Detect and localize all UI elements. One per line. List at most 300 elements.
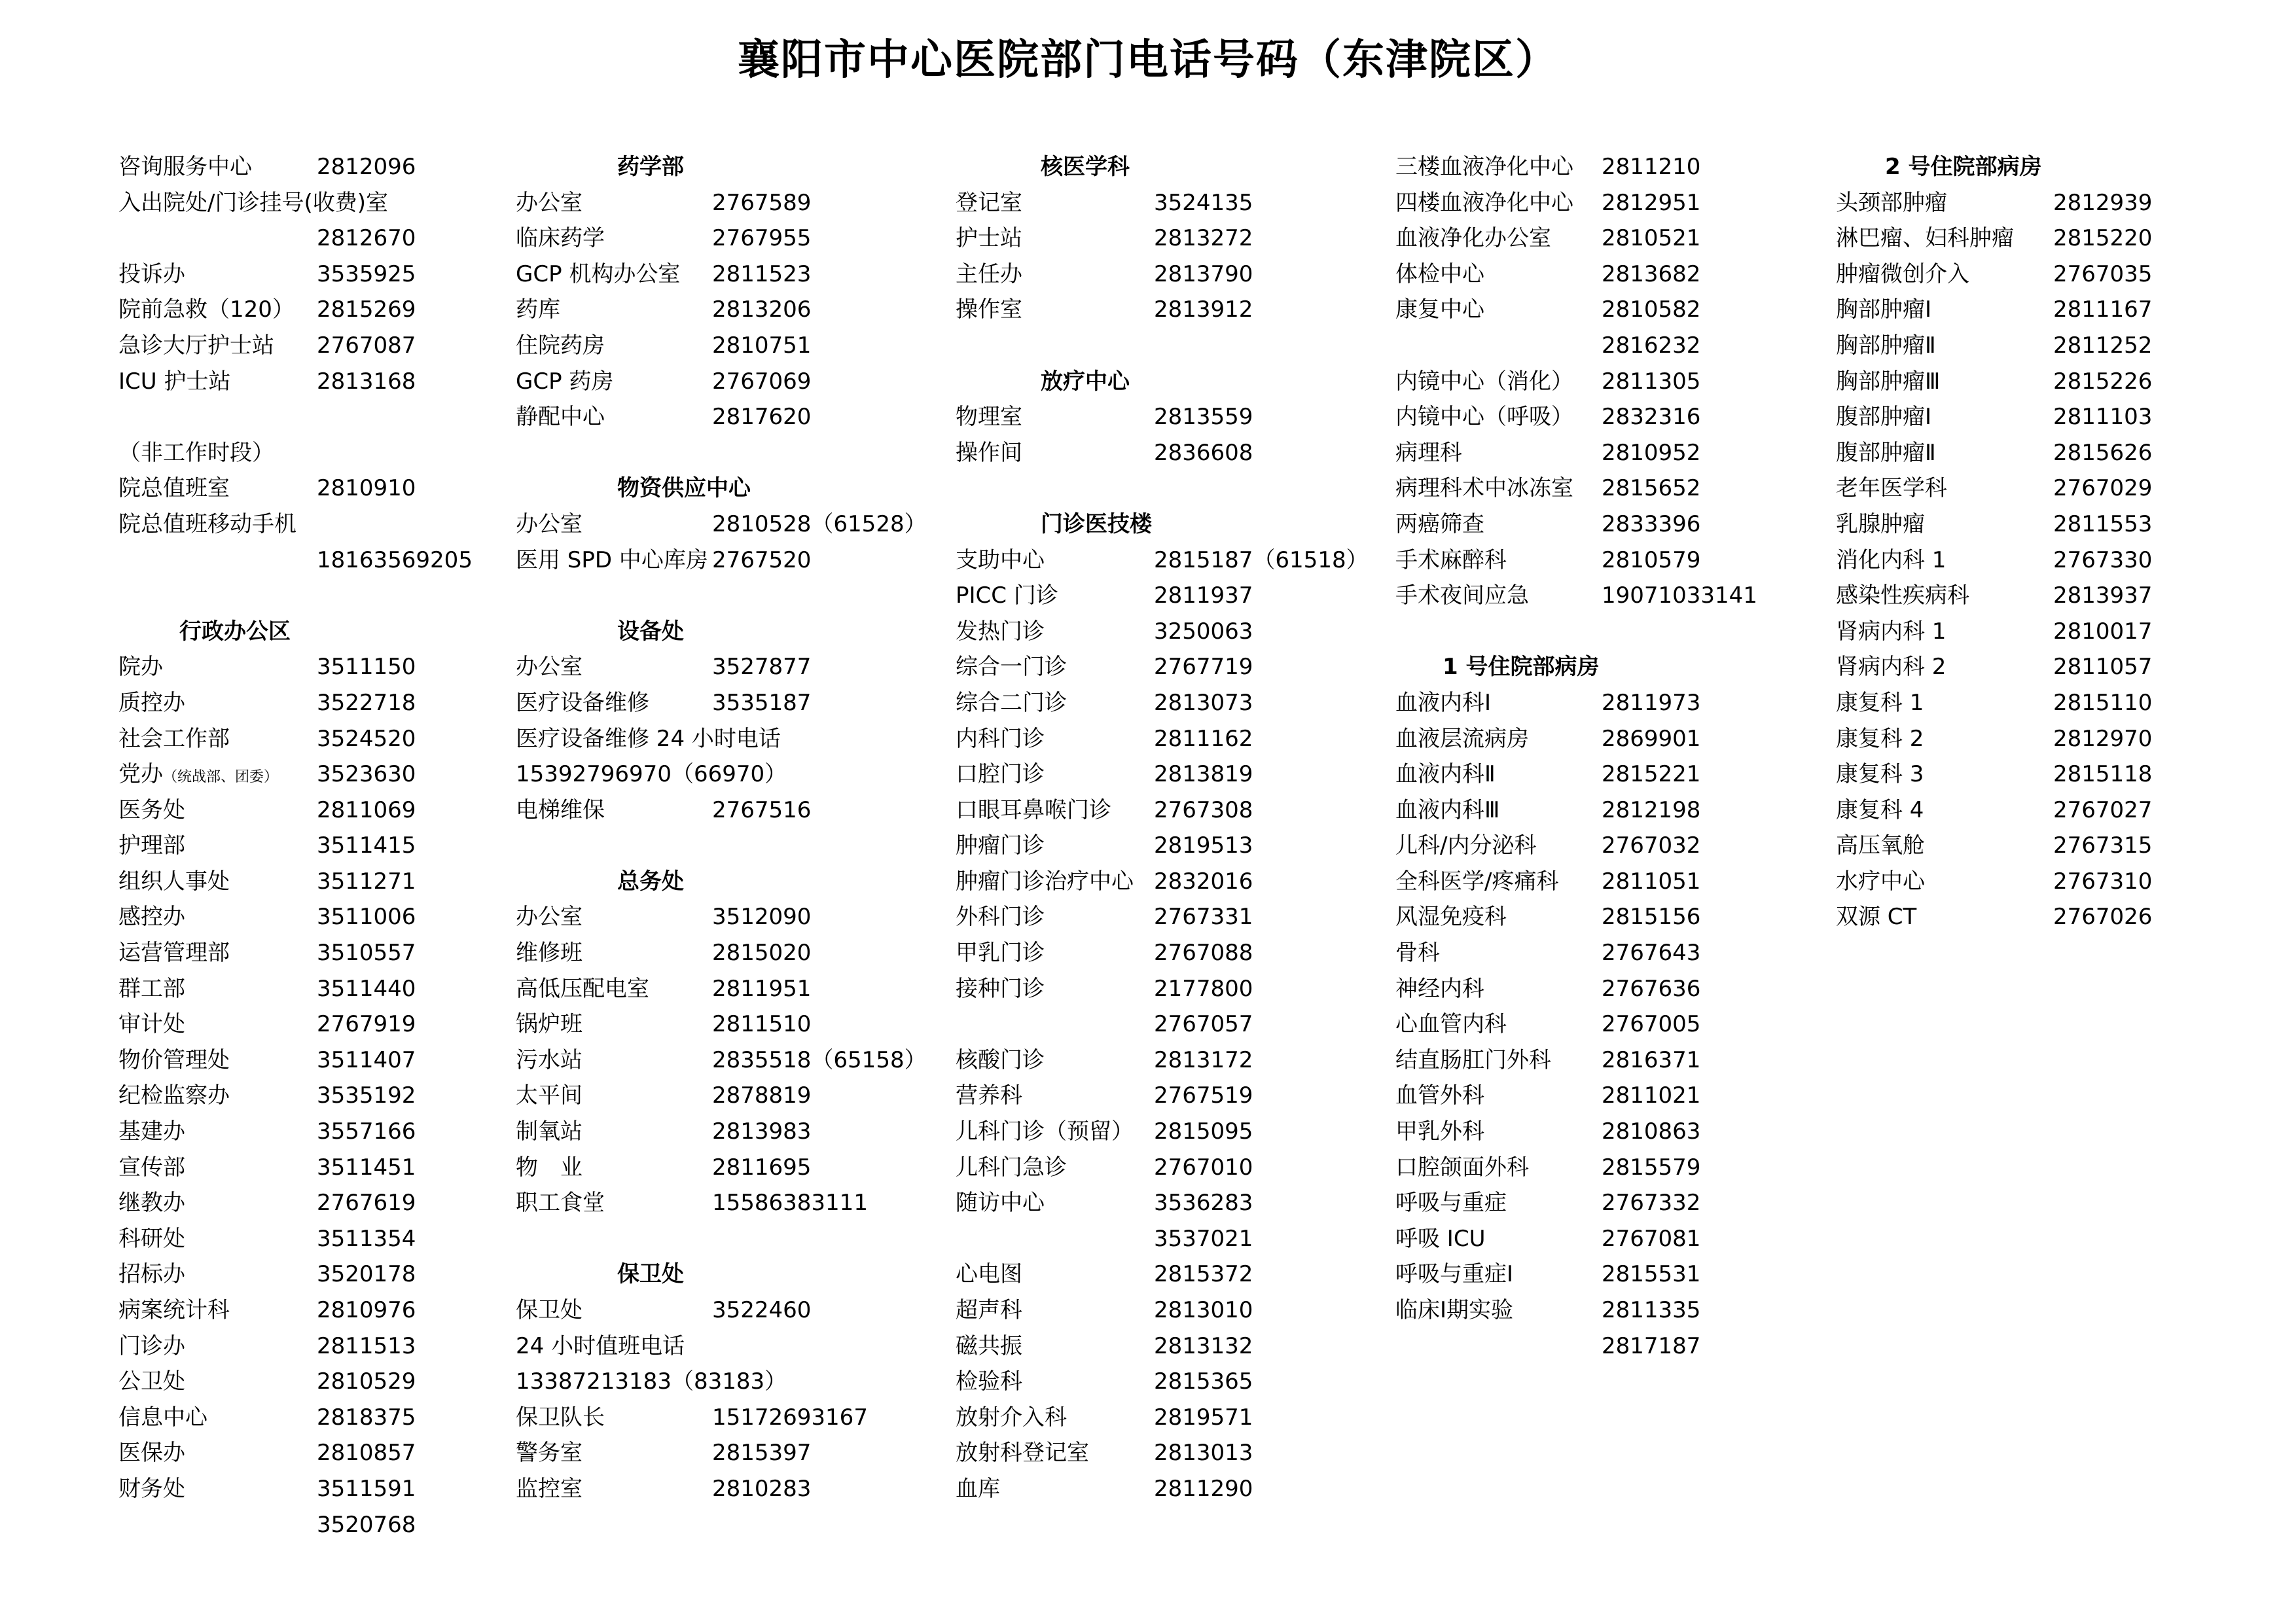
department-name-text: 登记室 xyxy=(956,189,1022,216)
phone-number: 2767057 xyxy=(1154,1011,1253,1038)
department-name xyxy=(1836,364,1940,400)
department-name-text: 操作间 xyxy=(956,439,1022,466)
department-name-text: 物理室 xyxy=(956,404,1022,431)
department-name xyxy=(516,364,613,400)
phone-number: 2815372 xyxy=(1154,1261,1253,1288)
directory-entry xyxy=(118,649,485,685)
phone-number: 2810582 xyxy=(1602,296,1701,323)
directory-entry xyxy=(118,1257,485,1293)
phone-number: 2810579 xyxy=(1602,546,1701,573)
department-name xyxy=(118,935,230,971)
phone-number: 2767516 xyxy=(712,796,812,823)
phone-number: 3535187 xyxy=(712,689,812,716)
department-name-text: 医疗设备维修 xyxy=(516,689,649,716)
phone-number: 2811937 xyxy=(1154,582,1253,609)
directory-entry xyxy=(118,1043,485,1079)
phone-number: 3511407 xyxy=(317,1046,416,1073)
phone-number: 2813912 xyxy=(1154,296,1253,323)
phone-number: 2767955 xyxy=(712,225,812,252)
section-heading xyxy=(1395,649,1762,685)
department-name-text: 血液层流病房 xyxy=(1395,725,1529,752)
department-name xyxy=(516,1400,605,1436)
department-name-text: 腹部肿瘤Ⅰ xyxy=(1836,404,1932,431)
phone-number: 2813983 xyxy=(712,1118,812,1145)
department-name-text: 心电图 xyxy=(956,1261,1022,1288)
phone-number: 2767519 xyxy=(1154,1082,1253,1109)
phone-number: 2811103 xyxy=(2053,404,2153,431)
directory-entry xyxy=(1395,1007,1762,1043)
directory-entry xyxy=(1836,435,2202,471)
directory-entry xyxy=(516,721,908,757)
department-name-text: 院办 xyxy=(118,654,163,681)
phone-number: 3527877 xyxy=(712,654,812,681)
department-name xyxy=(956,257,1022,293)
department-name-text: 磁共振 xyxy=(956,1332,1022,1359)
section-heading xyxy=(956,364,1322,400)
section-heading xyxy=(956,149,1322,185)
directory-entry xyxy=(118,1293,485,1329)
department-name-text: 内科门诊 xyxy=(956,725,1045,752)
department-name xyxy=(956,578,1058,614)
department-name-text: 血液内科Ⅱ xyxy=(1395,761,1496,788)
directory-entry xyxy=(118,507,485,543)
phone-number: 3522718 xyxy=(317,689,416,716)
department-name xyxy=(118,257,185,293)
department-name-text: 物 业 xyxy=(516,1154,583,1181)
directory-entry xyxy=(118,1007,485,1043)
department-name-text: 检验科 xyxy=(956,1368,1022,1395)
phone-number: 2767331 xyxy=(1154,904,1253,931)
phone-number: 2811051 xyxy=(1602,868,1701,895)
directory-entry xyxy=(956,1329,1322,1364)
directory-entry xyxy=(1836,578,2202,614)
department-name xyxy=(118,685,185,721)
department-name xyxy=(1836,185,1947,221)
department-name-text: 医用 SPD 中心库房 xyxy=(516,546,708,573)
spacer-row xyxy=(516,435,908,471)
department-name-text: 四楼血液净化中心 xyxy=(1395,189,1573,216)
section-title xyxy=(617,864,684,900)
department-name-text: 党办 xyxy=(118,761,163,788)
department-name xyxy=(956,1471,1000,1507)
directory-entry xyxy=(956,578,1322,614)
phone-number: 2832016 xyxy=(1154,868,1253,895)
phone-number: 2767032 xyxy=(1602,832,1701,859)
phone-number: 2767310 xyxy=(2053,868,2153,895)
phone-number: 2815220 xyxy=(2053,225,2153,252)
department-name-text: 医保办 xyxy=(118,1440,185,1467)
department-name xyxy=(516,971,649,1007)
department-name-text: 儿科/内分泌科 xyxy=(1395,832,1537,859)
directory-entry xyxy=(1836,828,2202,864)
department-name-text: 核医学科 xyxy=(1041,154,1130,180)
department-name xyxy=(1395,543,1507,579)
directory-entry xyxy=(956,1293,1322,1329)
department-name-text: 康复科 2 xyxy=(1836,725,1924,752)
directory-entry xyxy=(1836,793,2202,829)
directory-entry xyxy=(516,899,908,935)
department-name-text: 肾病内科 2 xyxy=(1836,654,1946,681)
phone-number: 2811210 xyxy=(1602,154,1701,180)
directory-entry xyxy=(956,543,1369,579)
directory-entry xyxy=(956,685,1322,721)
department-name xyxy=(956,1435,1089,1471)
directory-entry xyxy=(516,1007,908,1043)
directory-entry xyxy=(956,614,1322,650)
directory-entry xyxy=(118,793,485,829)
department-name xyxy=(1395,1078,1484,1114)
section-heading xyxy=(516,614,908,650)
department-name xyxy=(118,1364,185,1400)
directory-entry xyxy=(516,793,908,829)
department-name-text: 淋巴瘤、妇科肿瘤 xyxy=(1836,225,2014,252)
department-name-text: 财务处 xyxy=(118,1475,185,1502)
department-note: （统战部、团委） xyxy=(163,769,279,786)
department-name-text: 超声科 xyxy=(956,1297,1022,1323)
spacer-row xyxy=(1395,614,1762,650)
phone-number: 2815095 xyxy=(1154,1118,1253,1145)
directory-entry xyxy=(1836,649,2202,685)
directory-entry xyxy=(1836,507,2202,543)
directory-entry xyxy=(956,828,1322,864)
phone-number: 3522460 xyxy=(712,1297,812,1323)
department-name-text: 投诉办 xyxy=(118,260,185,287)
department-name-text: 综合二门诊 xyxy=(956,689,1067,716)
department-name xyxy=(1836,793,1924,829)
department-name-text: 临床药学 xyxy=(516,225,605,252)
department-name xyxy=(1395,1150,1529,1186)
phone-number: 2767308 xyxy=(1154,796,1253,823)
department-name xyxy=(118,185,388,221)
phone-number: 2818375 xyxy=(317,1404,416,1431)
department-name xyxy=(1395,221,1551,257)
phone-number: 2811523 xyxy=(712,260,812,287)
department-name xyxy=(118,1435,185,1471)
phone-number: 2811553 xyxy=(2053,510,2153,537)
department-name xyxy=(516,1114,583,1150)
directory-entry xyxy=(956,649,1322,685)
directory-entry xyxy=(1395,685,1762,721)
department-name-text: 宣传部 xyxy=(118,1154,185,1181)
department-name-text: 营养科 xyxy=(956,1082,1022,1109)
phone-number: 3250063 xyxy=(1154,618,1253,645)
department-name-text: 住院药房 xyxy=(516,332,605,359)
phone-number: 2815365 xyxy=(1154,1368,1253,1395)
phone-number: 3524520 xyxy=(317,725,416,752)
department-name-text: 心血管内科 xyxy=(1395,1011,1507,1038)
phone-number: 3557166 xyxy=(317,1118,416,1145)
phone-number: 3524135 xyxy=(1154,189,1253,216)
directory-entry xyxy=(956,721,1322,757)
phone-number: 2817187 xyxy=(1602,1332,1701,1359)
directory-entry xyxy=(118,435,485,471)
phone-number: 2810017 xyxy=(2053,618,2153,645)
department-name xyxy=(1395,471,1573,507)
department-name-text: 纪检监察办 xyxy=(118,1082,230,1109)
directory-entry xyxy=(1836,292,2202,328)
directory-entry xyxy=(516,221,908,257)
department-name-text: 保卫队长 xyxy=(516,1404,605,1431)
directory-entry xyxy=(1395,1257,1762,1293)
department-name-text: 监控室 xyxy=(516,1475,583,1502)
department-name xyxy=(118,1293,230,1329)
department-name-text: 呼吸 ICU xyxy=(1395,1225,1486,1252)
phone-number: 3511415 xyxy=(317,832,416,859)
department-name-text: 血库 xyxy=(956,1475,1000,1502)
department-name xyxy=(1836,649,1946,685)
department-name xyxy=(118,364,230,400)
directory-entry xyxy=(956,1400,1322,1436)
directory-entry xyxy=(1836,221,2202,257)
department-name-text: 血管外科 xyxy=(1395,1082,1484,1109)
department-name xyxy=(118,1471,185,1507)
department-name-text: 消化内科 1 xyxy=(1836,546,1946,573)
phone-number: 3511591 xyxy=(317,1475,416,1502)
department-name-text: ICU 护士站 xyxy=(118,368,231,395)
department-name-text: 制氧站 xyxy=(516,1118,583,1145)
department-name xyxy=(1395,685,1491,721)
department-name xyxy=(956,1329,1022,1364)
phone-number: 2810751 xyxy=(712,332,812,359)
phone-number: 2810857 xyxy=(317,1440,416,1467)
department-name-text: 血液净化办公室 xyxy=(1395,225,1551,252)
department-name xyxy=(516,935,583,971)
directory-entry xyxy=(956,399,1322,435)
department-name-text: 病案统计科 xyxy=(118,1297,230,1323)
department-name-text: 科研处 xyxy=(118,1225,185,1252)
department-name-text: 康复中心 xyxy=(1395,296,1484,323)
department-name-text: 放疗中心 xyxy=(1041,368,1130,395)
department-name-text: 医疗设备维修 24 小时电话 xyxy=(516,725,781,752)
phone-number: 2767027 xyxy=(2053,796,2153,823)
department-name xyxy=(1395,1007,1507,1043)
department-name-text: 2 号住院部病房 xyxy=(1885,154,2042,180)
department-name-text: 随访中心 xyxy=(956,1190,1045,1217)
directory-entry xyxy=(1395,1329,1762,1364)
department-name xyxy=(118,1257,185,1293)
phone-number: 2813559 xyxy=(1154,404,1253,431)
department-name xyxy=(1836,399,1931,435)
directory-entry xyxy=(1395,1221,1762,1257)
phone-number: 2811305 xyxy=(1602,368,1701,395)
department-name-text: 药学部 xyxy=(617,154,684,180)
section-heading xyxy=(516,1257,908,1293)
directory-entry xyxy=(118,185,485,221)
directory-entry xyxy=(956,899,1322,935)
phone-number: 2767088 xyxy=(1154,940,1253,967)
directory-entry xyxy=(1836,899,2202,935)
directory-column-4 xyxy=(1395,149,1762,1364)
department-name-text: 康复科 1 xyxy=(1836,689,1924,716)
department-name xyxy=(956,543,1045,579)
department-name xyxy=(956,292,1022,328)
department-name xyxy=(1836,257,1969,293)
directory-entry xyxy=(516,364,908,400)
department-name xyxy=(956,185,1022,221)
phone-number: 2836608 xyxy=(1154,439,1253,466)
department-name-text: 保卫处 xyxy=(617,1261,684,1288)
phone-number: 2767005 xyxy=(1602,1011,1701,1038)
directory-entry xyxy=(1836,757,2202,793)
phone-number: 2811069 xyxy=(317,796,416,823)
phone-number: 2815221 xyxy=(1602,761,1701,788)
phone-number: 2813937 xyxy=(2053,582,2153,609)
department-name-text: 办公室 xyxy=(516,189,583,216)
directory-entry xyxy=(516,685,908,721)
department-name-text: 院总值班室 xyxy=(118,475,230,502)
department-name xyxy=(118,1007,185,1043)
directory-entry xyxy=(956,1078,1322,1114)
department-name-text: 胸部肿瘤Ⅰ xyxy=(1836,296,1932,323)
phone-number: 2811695 xyxy=(712,1154,812,1181)
phone-number: 2812670 xyxy=(317,225,416,252)
directory-entry xyxy=(1395,257,1762,293)
phone-number: 3535925 xyxy=(317,260,416,287)
directory-entry xyxy=(118,1078,485,1114)
department-name-text: 全科医学/疼痛科 xyxy=(1395,868,1559,895)
directory-entry xyxy=(516,1293,908,1329)
directory-entry xyxy=(516,1114,908,1150)
department-name xyxy=(516,1185,605,1221)
department-name-text: 高低压配电室 xyxy=(516,975,649,1002)
phone-number: 2767636 xyxy=(1602,975,1701,1002)
phone-number: 2767589 xyxy=(712,189,812,216)
directory-entry xyxy=(1836,185,2202,221)
department-name-text: 护士站 xyxy=(956,225,1022,252)
department-name-text: 社会工作部 xyxy=(118,725,230,752)
department-name-text: GCP 机构办公室 xyxy=(516,260,681,287)
department-name xyxy=(1395,828,1536,864)
directory-entry xyxy=(516,507,927,543)
directory-entry xyxy=(118,292,485,328)
section-title xyxy=(1041,364,1130,400)
department-name-text: 临床Ⅰ期实验 xyxy=(1395,1297,1514,1323)
phone-number: 2767010 xyxy=(1154,1154,1253,1181)
department-name-text: 操作室 xyxy=(956,296,1022,323)
phone-number: 3510557 xyxy=(317,940,416,967)
department-name-text: 血液内科Ⅰ xyxy=(1395,689,1492,716)
directory-entry xyxy=(516,649,908,685)
phone-number: 2767332 xyxy=(1602,1190,1701,1217)
department-name xyxy=(1395,578,1529,614)
phone-number: 2811162 xyxy=(1154,725,1253,752)
department-name xyxy=(516,721,781,757)
phone-number: 2815118 xyxy=(2053,761,2153,788)
department-name xyxy=(1395,149,1573,185)
phone-number: 3520768 xyxy=(317,1511,416,1538)
department-name xyxy=(1836,507,1925,543)
phone-number: 2811167 xyxy=(2053,296,2153,323)
directory-entry xyxy=(118,149,485,185)
department-name xyxy=(1395,793,1499,829)
department-name xyxy=(956,614,1045,650)
phone-number: 2813172 xyxy=(1154,1046,1253,1073)
department-name-text: 院总值班移动手机 xyxy=(118,510,296,537)
department-name-text: 肿瘤门诊 xyxy=(956,832,1045,859)
phone-number: 2815397 xyxy=(712,1440,812,1467)
department-name-text: 发热门诊 xyxy=(956,618,1045,645)
section-title xyxy=(1885,149,2042,185)
department-name xyxy=(516,543,708,579)
department-name xyxy=(118,899,185,935)
directory-entry xyxy=(956,435,1322,471)
directory-entry xyxy=(1395,149,1762,185)
phone-number: 2815226 xyxy=(2053,368,2153,395)
spacer-row xyxy=(118,578,485,614)
phone-number: 2813132 xyxy=(1154,1332,1253,1359)
directory-entry xyxy=(1395,507,1762,543)
phone-number: 2832316 xyxy=(1602,404,1701,431)
department-name xyxy=(118,1114,185,1150)
department-name-text: 口眼耳鼻喉门诊 xyxy=(956,796,1111,823)
directory-entry xyxy=(516,1185,908,1221)
department-name xyxy=(118,328,274,364)
department-name-text: 15392796970（66970） xyxy=(516,761,787,788)
department-name-text: 儿科门诊（预留） xyxy=(956,1118,1134,1145)
section-title xyxy=(179,614,291,650)
directory-entry xyxy=(956,221,1322,257)
phone-number: 3537021 xyxy=(1154,1225,1253,1252)
directory-column-5 xyxy=(1836,149,2202,935)
department-name xyxy=(1395,292,1484,328)
department-name xyxy=(118,149,252,185)
department-name xyxy=(956,685,1067,721)
phone-number: 2810976 xyxy=(317,1297,416,1323)
department-name xyxy=(956,1364,1022,1400)
directory-entry xyxy=(118,328,485,364)
department-name xyxy=(118,971,185,1007)
phone-number: 2815269 xyxy=(317,296,416,323)
phone-number: 2767520 xyxy=(712,546,812,573)
directory-entry xyxy=(1836,364,2202,400)
department-name xyxy=(1395,899,1507,935)
directory-entry xyxy=(956,1364,1322,1400)
department-name-text: 锅炉班 xyxy=(516,1011,583,1038)
department-name xyxy=(118,649,163,685)
department-name-text: 外科门诊 xyxy=(956,904,1045,931)
department-name-text: 感染性疾病科 xyxy=(1836,582,1969,609)
phone-number: 2816371 xyxy=(1602,1046,1701,1073)
spacer-row xyxy=(956,471,1322,507)
phone-number: 2813073 xyxy=(1154,689,1253,716)
department-name xyxy=(956,399,1022,435)
department-name xyxy=(1395,757,1496,793)
department-name-text: 质控办 xyxy=(118,689,185,716)
department-name xyxy=(1836,328,1936,364)
department-name-text: 药库 xyxy=(516,296,560,323)
department-name xyxy=(1395,1293,1513,1329)
directory-entry xyxy=(118,1114,485,1150)
directory-entry xyxy=(516,399,908,435)
department-name xyxy=(956,221,1022,257)
department-name-text: 血液内科Ⅲ xyxy=(1395,796,1500,823)
phone-number: 2816232 xyxy=(1602,332,1701,359)
phone-number: 2815579 xyxy=(1602,1154,1701,1181)
directory-entry xyxy=(516,257,908,293)
department-name xyxy=(118,1221,185,1257)
department-name-text: 综合一门诊 xyxy=(956,654,1067,681)
phone-number: 2813010 xyxy=(1154,1297,1253,1323)
phone-number: 2819513 xyxy=(1154,832,1253,859)
department-name-text: 高压氧舱 xyxy=(1836,832,1925,859)
phone-number: 2815531 xyxy=(1602,1261,1701,1288)
department-name-text: 头颈部肿瘤 xyxy=(1836,189,1947,216)
department-name xyxy=(516,328,605,364)
department-name xyxy=(956,435,1022,471)
phone-number: 2878819 xyxy=(712,1082,812,1109)
department-name xyxy=(118,1150,185,1186)
phone-number: 2813819 xyxy=(1154,761,1253,788)
